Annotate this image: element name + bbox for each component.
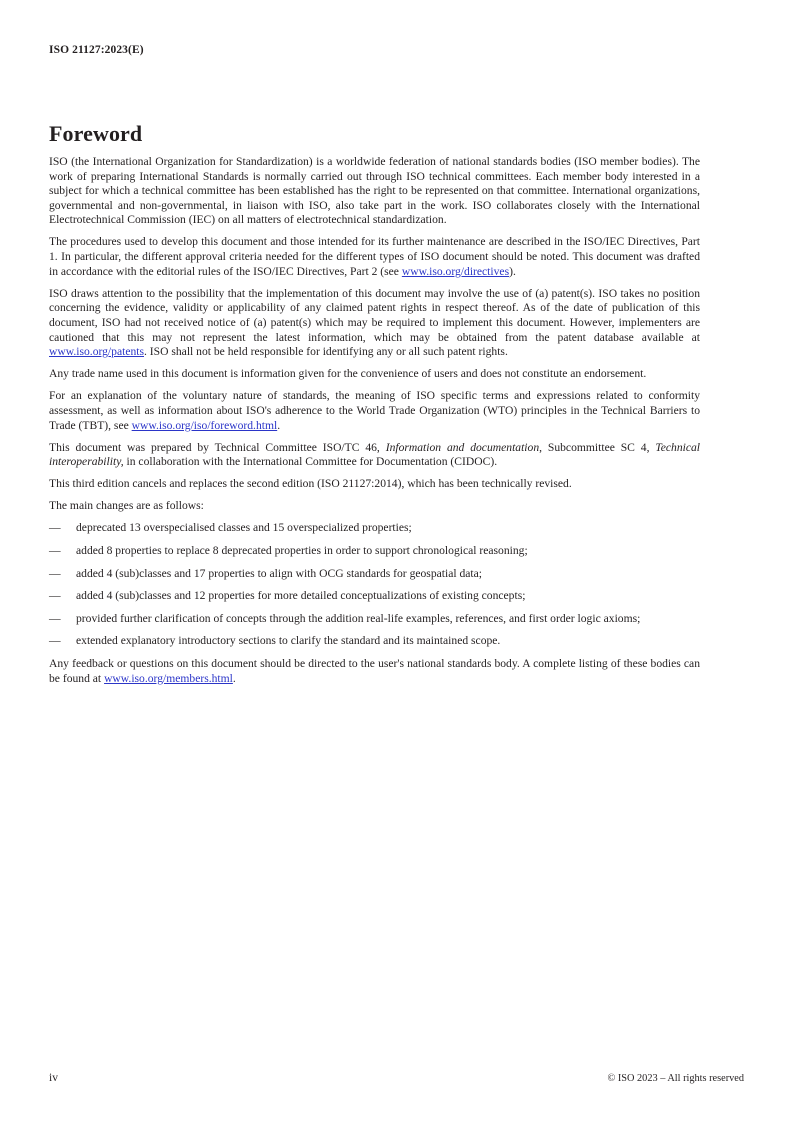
list-item (49, 589, 700, 604)
em-dash-marker-icon: — (49, 521, 61, 535)
paragraph-main-changes-intro: The main changes are as follows: (49, 499, 204, 513)
committee-title-technical-interoperability: Technical interoperability, (49, 440, 700, 469)
paragraph-feedback (49, 657, 700, 686)
paragraph-committee (49, 441, 700, 470)
em-dash-marker-icon: — (49, 611, 61, 625)
committee-text-part2: , Subcommittee SC 4, (539, 440, 656, 454)
em-dash-marker-icon: — (49, 589, 61, 603)
paragraph-voluntary-text-before: For an explanation of the voluntary nature of standards, the meaning of ISO specific terms and expressions related to conformity assessment, as well as information about ISO's adherence to the World Trade Organization (WTO) principles in the Technical Barriers to Trade (TBT), see (49, 389, 700, 432)
paragraph-patents-text-after: . ISO shall not be held responsible for identifying any or all such patent rights. (144, 345, 508, 359)
link-iso-foreword[interactable]: www.iso.org/iso/foreword.html (131, 418, 278, 432)
paragraph-patents (49, 287, 700, 360)
page-title: Foreword (49, 120, 143, 146)
link-iso-patents[interactable]: www.iso.org/patents (49, 345, 144, 359)
list-item-label: added 4 (sub)classes and 17 properties to align with OCG standards for geospatial data; (76, 566, 483, 580)
list-item (49, 634, 700, 649)
em-dash-marker-icon: — (49, 634, 61, 648)
copyright-notice: © ISO 2023 – All rights reserved (607, 1073, 744, 1084)
list-item (49, 567, 700, 582)
paragraph-feedback-text-before: Any feedback or questions on this document should be directed to the user's national standards body. A complete listing of these bodies can be found at (49, 657, 700, 685)
paragraph-voluntary-nature (49, 389, 700, 433)
committee-text-part1: This document was prepared by Technical Committee ISO/TC 46, (49, 440, 386, 454)
list-item-label: added 8 properties to replace 8 deprecated properties in order to support chronological reasoning; (76, 544, 528, 558)
em-dash-marker-icon: — (49, 544, 61, 558)
list-item-label: deprecated 13 overspecialised classes and 15 overspecialized properties; (76, 521, 412, 535)
paragraph-trade-name: Any trade name used in this document is information given for the convenience of users and does not constitute an endorsement. (49, 367, 647, 381)
paragraph-procedures-text-after: ). (509, 264, 516, 278)
paragraph-patents-text-before: ISO draws attention to the possibility that the implementation of this document may involve the use of (a) patent(s). ISO takes no position concerning the evidence, validity or applicability of any claimed patent rights in respect thereof. As of the date of publication of this document, ISO had not received notice of (a) patent(s) which may be required to implement this document. However, implementers are cautioned that this may not represent the latest information, which may be obtained from the patent database available at (49, 286, 700, 344)
committee-title-information-and-documentation: Information and documentation (385, 440, 540, 454)
link-iso-directives[interactable]: www.iso.org/directives (401, 264, 510, 278)
page-footer (49, 1072, 744, 1084)
em-dash-marker-icon: — (49, 566, 61, 580)
paragraph-procedures (49, 235, 700, 279)
list-item-label: extended explanatory introductory sections to clarify the standard and its maintained scope. (76, 634, 501, 648)
paragraph-procedures-text-before: The procedures used to develop this document and those intended for its further maintenance are described in the ISO/IEC Directives, Part 1. In particular, the different approval criteria needed for the different types of ISO document should be noted. This document was drafted in accordance with the editorial rules of the ISO/IEC Directives, Part 2 (see (49, 235, 700, 278)
changes-list (49, 521, 700, 649)
list-item-label: added 4 (sub)classes and 12 properties for more detailed conceptualizations of existing concepts; (76, 589, 526, 603)
paragraph-feedback-text-after: . (232, 671, 236, 685)
list-item (49, 544, 700, 559)
list-item (49, 521, 700, 536)
list-item-label: provided further clarification of concepts through the addition real-life examples, references, and first order logic axioms; (76, 611, 641, 625)
paragraph-iso-intro: ISO (the International Organization for Standardization) is a worldwide federation of national standards bodies (ISO member bodies). The work of preparing International Standards is normally carried out through ISO technical committees. Each member body interested in a subject for which a technical committee has been established has the right to be represented on that committee. International organizations, governmental and non-governmental, in liaison with ISO, also take part in the work. ISO collaborates closely with the International Electrotechnical Commission (IEC) on all matters of electrotechnical standardization. (49, 155, 700, 227)
document-reference: ISO 21127:2023(E) (49, 44, 144, 56)
committee-text-part3: in collaboration with the International Committee for Documentation (CIDOC). (123, 455, 498, 469)
paragraph-voluntary-text-after: . (277, 418, 281, 432)
list-item (49, 612, 700, 627)
page-number: iv (49, 1072, 58, 1084)
link-iso-members[interactable]: www.iso.org/members.html (104, 671, 233, 685)
foreword-body (49, 155, 700, 686)
paragraph-third-edition: This third edition cancels and replaces the second edition (ISO 21127:2014), which has been technically revised. (49, 477, 572, 491)
